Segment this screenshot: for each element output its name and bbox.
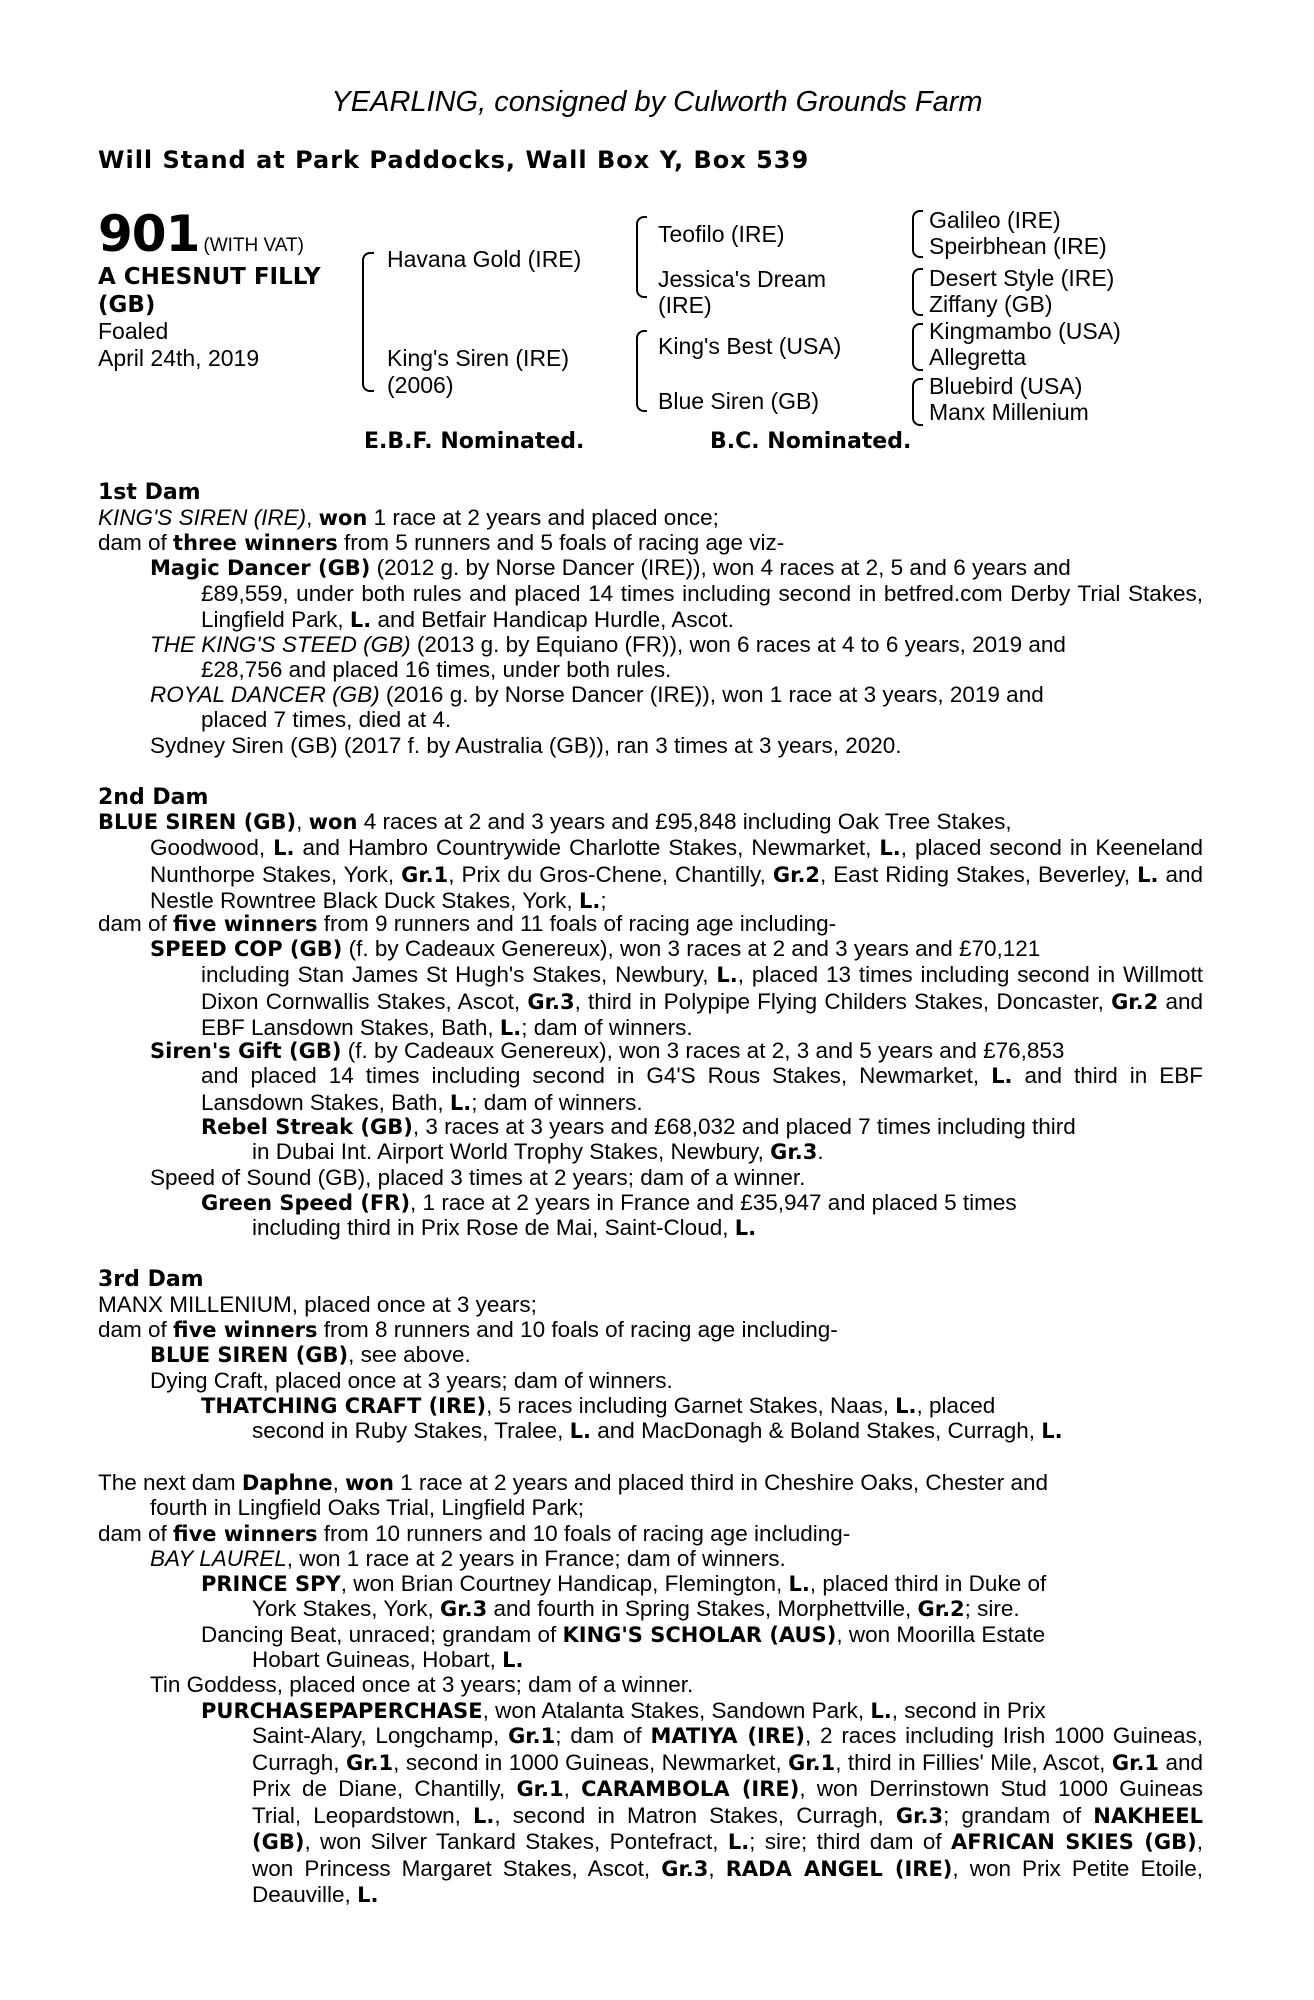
- next-dam-line: fourth in Lingfield Oaks Trial, Lingfield Park;: [150, 1495, 584, 1520]
- pedigree-ssd: Speirbhean (IRE): [929, 233, 1107, 259]
- foaled-info: [98, 318, 259, 372]
- foaled-date: April 24th, 2019: [98, 345, 260, 371]
- pedigree-dam: King's Siren (IRE): [387, 345, 570, 371]
- first-dam-line: £89,559, under both rules and placed 14 times including second in betfred.com Derby Trial Stakes, Lingfield Park, L. and Betfair Handicap Hurdle, Ascot.: [201, 581, 1203, 632]
- first-dam-line: £28,756 and placed 16 times, under both rules.: [201, 657, 672, 682]
- pedigree-bracket: [912, 268, 923, 316]
- vat-note: (WITH VAT): [203, 235, 304, 256]
- first-dam-line: THE KING'S STEED (GB) (2013 g. by Equiano (FR)), won 6 races at 4 to 6 years, 2019 and: [150, 632, 1066, 657]
- pedigree-bracket: [912, 323, 923, 371]
- next-dam-line: Dancing Beat, unraced; grandam of KING'S SCHOLAR (AUS), won Moorilla Estate: [201, 1622, 1046, 1647]
- pedigree-sire: Havana Gold (IRE): [387, 246, 582, 272]
- pedigree-dss: Kingmambo (USA): [929, 318, 1121, 344]
- third-dam-line: THATCHING CRAFT (IRE), 5 races including Garnet Stakes, Naas, L., placed: [201, 1393, 996, 1418]
- second-dam-line: including Stan James St Hugh's Stakes, Newbury, L., placed 13 times including second in Willmott Dixon Cornwallis Stakes, Ascot, Gr.3, third in Polypipe Flying Childers Stakes, Doncaster, Gr.2 and EBF Lansdown Stakes, Bath, L.; dam of winners.: [201, 962, 1204, 1040]
- next-dam-line: BAY LAUREL, won 1 race at 2 years in France; dam of winners.: [150, 1546, 786, 1571]
- second-dam-line: including third in Prix Rose de Mai, Saint-Cloud, L.: [252, 1215, 757, 1240]
- first-dam-line: placed 7 times, died at 4.: [201, 707, 452, 732]
- pedigree-bracket: [362, 252, 374, 392]
- pedigree-dam-dam: Blue Siren (GB): [658, 388, 820, 414]
- pedigree-bracket: [912, 210, 923, 258]
- pedigree-bracket: [636, 216, 647, 298]
- ebf-nominated: E.B.F. Nominated.: [364, 429, 585, 454]
- next-dam-line: Saint-Alary, Longchamp, Gr.1; dam of MATIYA (IRE), 2 races including Irish 1000 Guineas, Curragh, Gr.1, second in 1000 Guineas, Newmarket, Gr.1, third in Fillies' Mile, Ascot, Gr.1 and Prix de Diane, Chantilly, Gr.1, CARAMBOLA (IRE), won Derrinstown Stud 1000 Guineas Trial, Leopardstown, L., second in Matron Stakes, Curragh, Gr.3; grandam of NAKHEEL (GB), won Silver Tankard Stakes, Pontefract, L.; sire; third dam of AFRICAN SKIES (GB), won Princess Margaret Stakes, Ascot, Gr.3, RADA ANGEL (IRE), won Prix Petite Etoile, Deauville, L.: [252, 1723, 1204, 1907]
- first-dam-heading: 1st Dam: [98, 480, 201, 505]
- first-dam-line: Sydney Siren (GB) (2017 f. by Australia (GB)), ran 3 times at 3 years, 2020.: [150, 733, 902, 758]
- next-dam-line: Hobart Guineas, Hobart, L.: [252, 1647, 524, 1672]
- lot-number-value: 901: [98, 205, 200, 263]
- pedigree-ddd: Manx Millenium: [929, 399, 1089, 425]
- next-dam-line: PURCHASEPAPERCHASE, won Atalanta Stakes, Sandown Park, L., second in Prix: [201, 1698, 1046, 1723]
- first-dam-line: KING'S SIREN (IRE), won 1 race at 2 years and placed once;: [98, 505, 719, 530]
- third-dam-line: Dying Craft, placed once at 3 years; dam of winners.: [150, 1368, 673, 1393]
- third-dam-heading: 3rd Dam: [98, 1267, 204, 1292]
- next-dam-line: York Stakes, York, Gr.3 and fourth in Spring Stakes, Morphettville, Gr.2; sire.: [252, 1596, 1020, 1621]
- second-dam-heading: 2nd Dam: [98, 785, 209, 810]
- pedigree-sire-sire: Teofilo (IRE): [658, 221, 785, 247]
- pedigree-bracket: [636, 330, 647, 412]
- pedigree-dds: Bluebird (USA): [929, 373, 1083, 399]
- pedigree-dam-sire: King's Best (USA): [658, 333, 842, 359]
- pedigree-sdd: Ziffany (GB): [929, 291, 1053, 317]
- second-dam-line: Rebel Streak (GB), 3 races at 3 years and £68,032 and placed 7 times including third: [201, 1114, 1076, 1139]
- pedigree-dsd: Allegretta: [929, 344, 1027, 370]
- second-dam-line: Speed of Sound (GB), placed 3 times at 2 years; dam of a winner.: [150, 1165, 806, 1190]
- pedigree-bracket: [912, 378, 923, 426]
- pedigree-sire-dam-country: (IRE): [658, 292, 712, 318]
- pedigree-sds: Desert Style (IRE): [929, 265, 1115, 291]
- second-dam-line: BLUE SIREN (GB), won 4 races at 2 and 3 years and £95,848 including Oak Tree Stakes,: [98, 809, 1012, 834]
- pedigree-sss: Galileo (IRE): [929, 207, 1061, 233]
- second-dam-line: Siren's Gift (GB) (f. by Cadeaux Genereux), won 3 races at 2, 3 and 5 years and £76,853: [150, 1038, 1065, 1063]
- stand-location: Will Stand at Park Paddocks, Wall Box Y, Box 539: [98, 146, 810, 174]
- horse-description-line-2: (GB): [98, 292, 156, 318]
- third-dam-line: second in Ruby Stakes, Tralee, L. and MacDonagh & Boland Stakes, Curragh, L.: [252, 1418, 1063, 1443]
- second-dam-line: Goodwood, L. and Hambro Countrywide Charlotte Stakes, Newmarket, L., placed second in Keeneland Nunthorpe Stakes, York, Gr.1, Prix du Gros-Chene, Chantilly, Gr.2, East Riding Stakes, Beverley, L. and Nestle Rowntree Black Duck Stakes, York, L.;: [150, 835, 1203, 913]
- pedigree-sire-dam: Jessica's Dream: [658, 266, 826, 292]
- next-dam-line: Tin Goddess, placed once at 3 years; dam of a winner.: [150, 1672, 694, 1697]
- pedigree-dam-year: (2006): [387, 372, 454, 398]
- next-dam-line: dam of five winners from 10 runners and 10 foals of racing age including-: [98, 1521, 851, 1546]
- second-dam-line: SPEED COP (GB) (f. by Cadeaux Genereux), won 3 races at 2 and 3 years and £70,121: [150, 936, 1041, 961]
- horse-description-line-1: A CHESNUT FILLY: [98, 264, 321, 290]
- foaled-label: Foaled: [98, 318, 169, 344]
- lot-number: [98, 205, 304, 263]
- next-dam-line: PRINCE SPY, won Brian Courtney Handicap, Flemington, L., placed third in Duke of: [201, 1571, 1047, 1596]
- second-dam-line: and placed 14 times including second in G4'S Rous Stakes, Newmarket, L. and third in EBF Lansdown Stakes, Bath, L.; dam of winners.: [201, 1063, 1203, 1115]
- horse-description: [98, 263, 321, 319]
- third-dam-line: dam of five winners from 8 runners and 10 foals of racing age including-: [98, 1317, 838, 1342]
- second-dam-line: Green Speed (FR), 1 race at 2 years in France and £35,947 and placed 5 times: [201, 1190, 1017, 1215]
- first-dam-line: Magic Dancer (GB) (2012 g. by Norse Dancer (IRE)), won 4 races at 2, 5 and 6 years and: [150, 555, 1071, 580]
- third-dam-line: MANX MILLENIUM, placed once at 3 years;: [98, 1292, 537, 1317]
- second-dam-line: dam of five winners from 9 runners and 11 foals of racing age including-: [98, 911, 837, 936]
- page-title: YEARLING, consigned by Culworth Grounds Farm: [331, 86, 983, 118]
- first-dam-line: ROYAL DANCER (GB) (2016 g. by Norse Dancer (IRE)), won 1 race at 3 years, 2019 and: [150, 682, 1044, 707]
- third-dam-line: BLUE SIREN (GB), see above.: [150, 1342, 471, 1367]
- next-dam-line: The next dam Daphne, won 1 race at 2 years and placed third in Cheshire Oaks, Chester and: [98, 1470, 1049, 1495]
- first-dam-line: dam of three winners from 5 runners and 5 foals of racing age viz-: [98, 530, 785, 555]
- bc-nominated: B.C. Nominated.: [710, 429, 912, 454]
- second-dam-line: in Dubai Int. Airport World Trophy Stakes, Newbury, Gr.3.: [252, 1139, 824, 1164]
